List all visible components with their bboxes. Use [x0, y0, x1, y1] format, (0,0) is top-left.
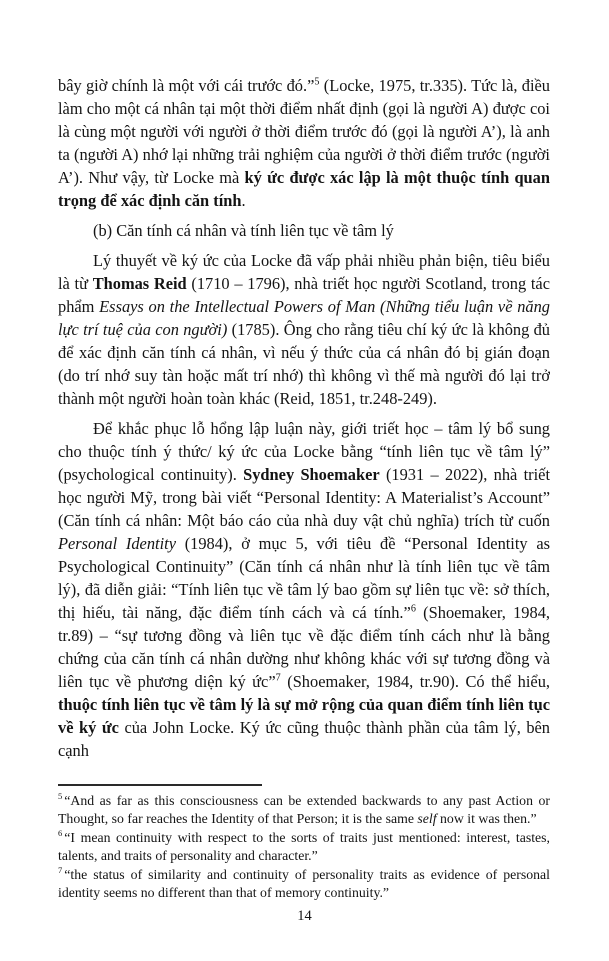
paragraph: [58, 219, 550, 242]
text-run: .: [241, 191, 246, 210]
text-run: Essays on the Intellectual Powers of Man: [99, 297, 376, 316]
footnote-divider: [58, 784, 262, 786]
text-run: (1785). Ông cho rằng tiêu chí ký ức là không đủ để xác định căn tính cá nhân, vì nếu ý thức của cá nhân đó bị gián đoạn (do trí nhớ suy tàn hoặc mất trí nhớ) thì không vì thế mà người đó lại trở thành một người hoàn toàn khác (Reid, 1851, tr.248-249).: [58, 320, 550, 408]
footnote-marker: 7: [58, 865, 63, 876]
paragraph: [58, 417, 550, 762]
text-run: của John Locke. Ký ức cũng thuộc thành phần của tâm lý, bên cạnh: [58, 718, 550, 760]
text-run: Thomas Reid: [92, 274, 187, 293]
text-run: “And as far as this consciousness can be extended backwards to any past Action or Thought, so far reaches the Identity of that Person; it is the same: [58, 793, 550, 827]
footnote-item: [58, 792, 550, 829]
text-run: (Shoemaker, 1984, tr.90). Có thể hiểu,: [280, 672, 550, 691]
text-run: (1931 – 2022), nhà triết học người Mỹ, trong bài viết “Personal Identity: A Materialist’s Account” (Căn tính cá nhân: Một báo cáo của nhà duy vật chủ nghĩa) trích từ cuốn: [58, 465, 550, 530]
footnote-marker: 5: [58, 791, 63, 802]
text-run: (Locke, 1975, tr.335). Tức là, điều làm cho một cá nhân tại một thời điểm nhất định (gọi là người A) được coi là cùng một người với người ở thời điểm trước đó (gọi là người A’), là anh ta (người A) nhớ lại những trải nghiệm của người ở thời điểm trước (người A’). Như vậy, từ Locke mà: [58, 76, 550, 187]
text-run: now it was then.”: [436, 811, 537, 827]
text-run: Lý thuyết về ký ức của Locke đã vấp phải nhiều phản biện, tiêu biểu là từ: [58, 251, 550, 293]
footnote-item: [58, 866, 550, 903]
text-run: (b) Căn tính cá nhân và tính liên tục về tâm lý: [93, 221, 394, 240]
text-run: bây giờ chính là một với cái trước đó.”: [58, 76, 315, 95]
text-run: (1710 – 1796), nhà triết học người Scotland, trong tác phẩm: [58, 274, 550, 316]
text-run: Personal Identity: [58, 534, 176, 553]
text-run: (Những tiểu luận về năng lực trí tuệ của con người): [58, 297, 550, 339]
text-run: (1984), ở mục 5, với tiêu đề “Personal Identity as Psychological Continuity” (Căn tính cá nhân như là tính liên tục về tâm lý), đã diễn giải: “Tính liên tục về tâm lý bao gồm sự liên tục về: sở thích, thị hiếu, tài năng, đặc điểm tính cách và cá tính.”: [58, 534, 550, 622]
footnotes: [58, 792, 550, 902]
text-run: thuộc tính liên tục về tâm lý là sự mở rộng của quan điểm tính liên tục về ký ức: [58, 695, 550, 737]
text-run: Để khắc phục lỗ hổng lập luận này, giới triết học – tâm lý bổ sung cho thuộc tính ý thức/ ký ức của Locke bằng “tính liên tục về tâm lý” (psychological continuity).: [58, 419, 550, 484]
paragraph: [58, 249, 550, 410]
text-run: Sydney Shoemaker: [243, 465, 380, 484]
footnote-reference: 6: [410, 603, 416, 615]
text-run: (Shoemaker, 1984, tr.89) – “sự tương đồng và liên tục về đặc điểm tính cách như là bằng chứng của căn tính cá nhân dường như không khác với sự tương đồng và liên tục về phương diện ký ức”: [58, 603, 550, 691]
footnote-reference: 7: [275, 672, 281, 684]
text-run: ký ức được xác lập là một thuộc tính quan trọng để xác định căn tính: [58, 168, 550, 210]
body-text: [58, 74, 550, 780]
footnote-marker: 6: [58, 828, 63, 839]
page-number: 14: [297, 908, 312, 924]
text-run: “I mean continuity with respect to the sorts of traits just mentioned: interest, tastes, talents, and traits of personality and character.”: [58, 829, 550, 864]
footnote-area: [58, 784, 550, 902]
paragraph: [58, 74, 550, 212]
footnote-reference: 5: [314, 76, 320, 88]
footnote-item: [58, 829, 550, 866]
text-run: “the status of similarity and continuity of personality traits as evidence of personal identity seems no different than that of memory continuity.”: [58, 866, 550, 901]
text-run: self: [417, 811, 437, 827]
